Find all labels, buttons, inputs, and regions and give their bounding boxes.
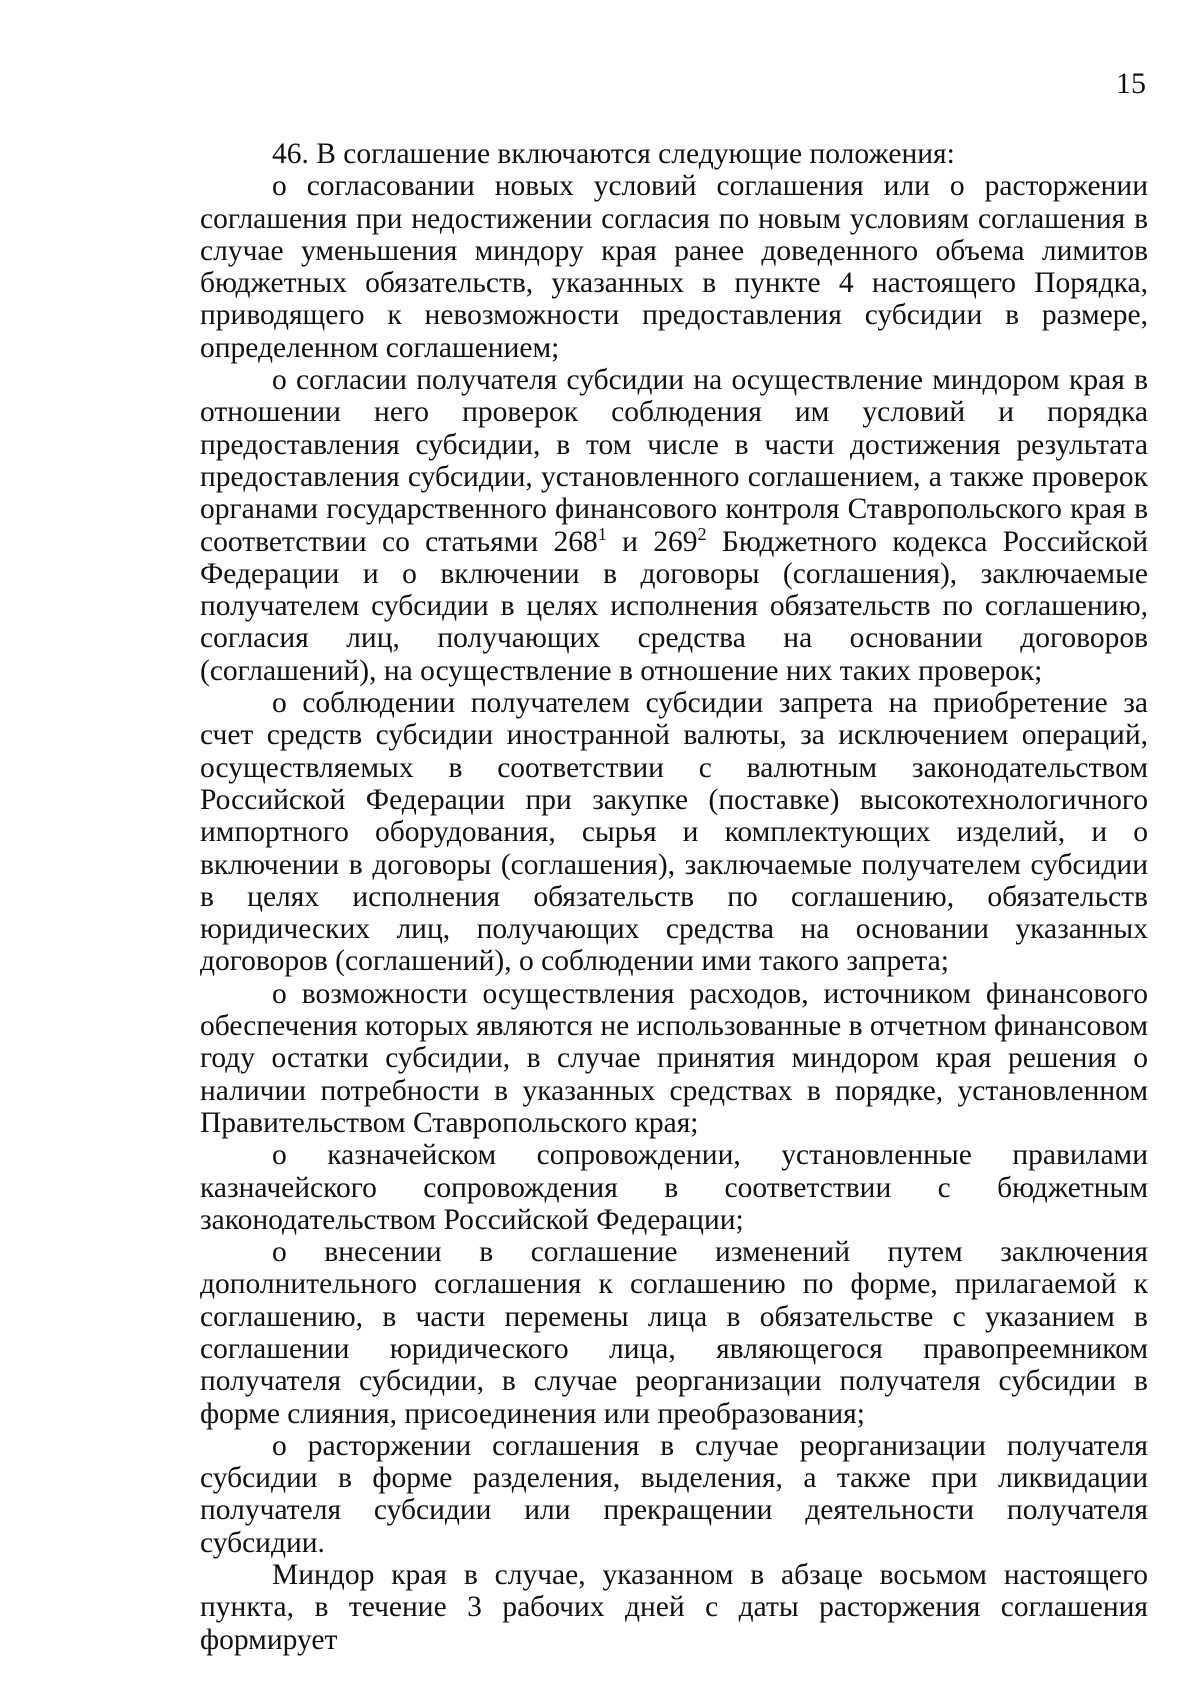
paragraph-termination: о расторжении соглашения в случае реорганизации получателя субсидии в форме разделения, выделения, а также при ликвидации получателя субсидии или прекращении деятельности получателя субсидии. [200, 1429, 1148, 1559]
paragraph-unused-balances: о возможности осуществления расходов, источником финансового обеспечения которых являются не использованные в отчетном финансовом году остатки субсидии, в случае принятия миндором края решения о наличии потребности в указанных средствах в порядке, установленном Правительством Ставропольского края; [200, 977, 1148, 1139]
paragraph-mindor-termination: Миндор края в случае, указанном в абзаце восьмом настоящего пункта, в течение 3 рабочих дней с даты расторжения соглашения формирует [200, 1559, 1148, 1656]
document-body [200, 138, 1148, 1656]
paragraph-inspection-consent-part2: и 269 [606, 525, 698, 558]
superscript-article-268: 1 [597, 523, 607, 544]
paragraph-inspection-consent-part3: Бюджетного кодекса Российской Федерации и о включении в договоры (соглашения), заключаемые получателем субсидии в целях исполнения обязательств по соглашению, согласия лиц, получающих средства на основании договоров (соглашений), на осуществление в отношение них таких проверок; [200, 525, 1149, 687]
paragraph-currency-ban: о соблюдении получателем субсидии запрета на приобретение за счет средств субсидии иностранной валюты, за исключением операций, осуществляемых в соответствии с валютным законодательством Российской Федерации при закупке (поставке) высокотехнологичного импортного оборудования, сырья и комплектующих изделий, и о включении в договоры (соглашения), заключаемые получателем субсидии в целях исполнения обязательств по соглашению, обязательств юридических лиц, получающих средства на основании указанных договоров (соглашений), о соблюдении ими такого запрета; [200, 687, 1148, 978]
paragraph-treasury-support: о казначейском сопровождении, установленные правилами казначейского сопровождения в соответствии с бюджетным законодательством Российской Федерации; [200, 1139, 1148, 1236]
paragraph-inspection-consent-part1: о согласии получателя субсидии на осуществление миндором края в отношении него проверок соблюдения им условий и порядка предоставления субсидии, в том числе в части достижения результата предоставления субсидии, установленного соглашением, а также проверок органами государственного финансового контроля Ставропольского края в соответствии со статьями 268 [200, 364, 1148, 558]
paragraph-inspection-consent [200, 364, 1148, 687]
page-number: 15 [1116, 67, 1146, 100]
paragraph-new-conditions: о согласовании новых условий соглашения или о расторжении соглашения при недостижении согласия по новым условиям соглашения в случае уменьшения миндору края ранее доведенного объема лимитов бюджетных обязательств, указанных в пункте 4 настоящего Порядка, приводящего к невозможности предоставления субсидии в размере, определенном соглашением; [200, 170, 1148, 364]
paragraph-amendments: о внесении в соглашение изменений путем заключения дополнительного соглашения к соглашению по форме, прилагаемой к соглашению, в части перемены лица в обязательстве с указанием в соглашении юридического лица, являющегося правопреемником получателя субсидии, в случае реорганизации получателя субсидии в форме слияния, присоединения или преобразования; [200, 1236, 1148, 1430]
paragraph-clause-46-heading: 46. В соглашение включаются следующие положения: [272, 138, 955, 170]
superscript-article-269: 2 [697, 523, 707, 544]
